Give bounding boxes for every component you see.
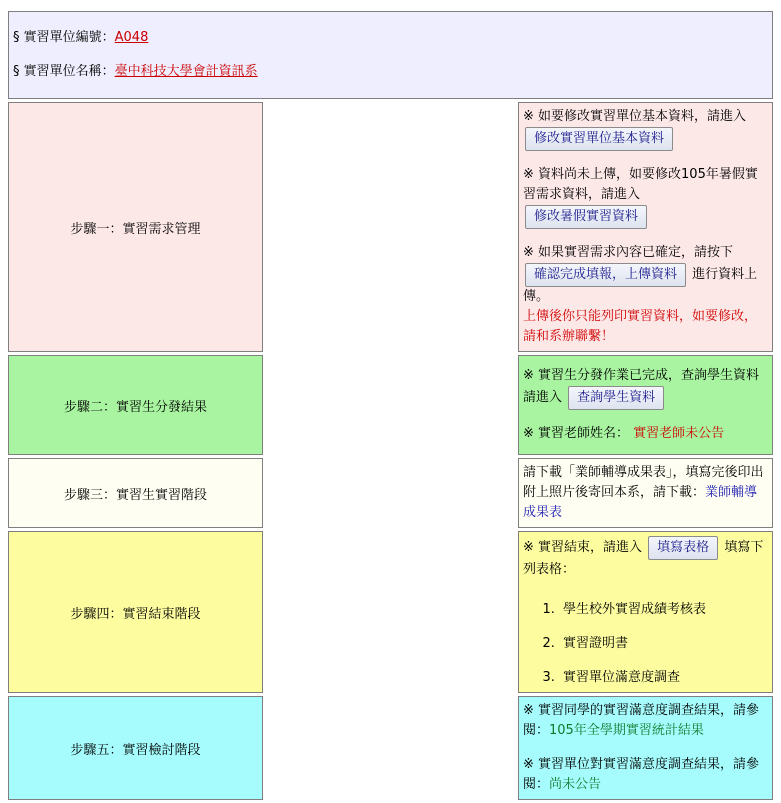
step1-line1-text: ※ 如要修改實習單位基本資料，請進入 bbox=[523, 109, 747, 124]
mentor-report-download-link[interactable]: 業師輔導成果表 bbox=[523, 485, 758, 520]
step2-label: 步驟二：實習生分發結果 bbox=[8, 355, 263, 455]
step2-content bbox=[518, 355, 773, 455]
list-item: 2. 實習證明書 bbox=[559, 634, 768, 654]
step4-line1-suffix: 填寫下列表格： bbox=[523, 540, 764, 577]
step5-line1-text: ※ 實習同學的實習滿意度調查結果，請參閱： bbox=[523, 703, 760, 738]
step4-line1-text: ※ 實習結束，請進入 bbox=[523, 540, 643, 555]
unit-name-link[interactable]: 臺中科技大學會計資訊系 bbox=[114, 64, 258, 79]
list-item: 3. 實習單位滿意度調查 bbox=[559, 668, 768, 688]
step4-content bbox=[518, 531, 773, 693]
step5-row bbox=[8, 696, 773, 800]
upload-warning: 上傳後你只能列印實習資料，如要修改，請和系辦聯繫！ bbox=[523, 309, 758, 344]
unit-id-link[interactable]: A048 bbox=[114, 30, 149, 45]
step5-label: 步驟五：實習檢討階段 bbox=[8, 696, 263, 800]
step4-row bbox=[8, 531, 773, 693]
step3-label: 步驟三：實習生實習階段 bbox=[8, 458, 263, 528]
step5-line2-text: ※ 實習單位對實習滿意度調查結果，請參閱： bbox=[523, 757, 760, 792]
student-survey-result: 105年全學期實習統計結果 bbox=[549, 723, 704, 738]
step3-text: 請下載「業師輔導成果表」，填寫完後印出附上照片後寄回本系，請下載： bbox=[523, 465, 764, 500]
unit-name-label: § 實習單位名稱： bbox=[13, 64, 115, 79]
forms-list bbox=[523, 600, 768, 688]
query-students-button[interactable]: 查詢學生資料 bbox=[568, 386, 664, 410]
step1-row bbox=[8, 102, 773, 352]
step1-label: 步驟一：實習需求管理 bbox=[8, 102, 263, 352]
step1-line3-suffix: 進行資料上傳。 bbox=[523, 267, 758, 304]
step4-label: 步驟四：實習結束階段 bbox=[8, 531, 263, 693]
step1-line3-text: ※ 如果實習需求內容已確定，請按下 bbox=[523, 245, 734, 260]
step2-row bbox=[8, 355, 773, 455]
unit-id-label: § 實習單位編號： bbox=[13, 30, 115, 45]
step3-row bbox=[8, 458, 773, 528]
step2-line1-text: ※ 實習生分發作業已完成，查詢學生資料請進入 bbox=[523, 368, 760, 405]
step5-content bbox=[518, 696, 773, 800]
internship-table bbox=[8, 8, 773, 803]
header-row bbox=[8, 11, 773, 99]
unit-survey-result: 尚未公告 bbox=[549, 777, 602, 792]
confirm-upload-button[interactable]: 確認完成填報，上傳資料 bbox=[525, 263, 686, 287]
teacher-name-value: 實習老師未公告 bbox=[633, 426, 725, 441]
step1-line2-text: ※ 資料尚未上傳，如要修改105年暑假實習需求資料，請進入 bbox=[523, 167, 758, 202]
step3-content bbox=[518, 458, 773, 528]
list-item: 1. 學生校外實習成績考核表 bbox=[559, 600, 768, 620]
edit-unit-info-button[interactable]: 修改實習單位基本資料 bbox=[525, 127, 673, 151]
edit-summer-internship-button[interactable]: 修改暑假實習資料 bbox=[525, 205, 647, 229]
fill-forms-button[interactable]: 填寫表格 bbox=[648, 536, 718, 560]
teacher-name-label: ※ 實習老師姓名： bbox=[523, 426, 630, 441]
unit-info bbox=[8, 11, 773, 99]
step1-content bbox=[518, 102, 773, 352]
